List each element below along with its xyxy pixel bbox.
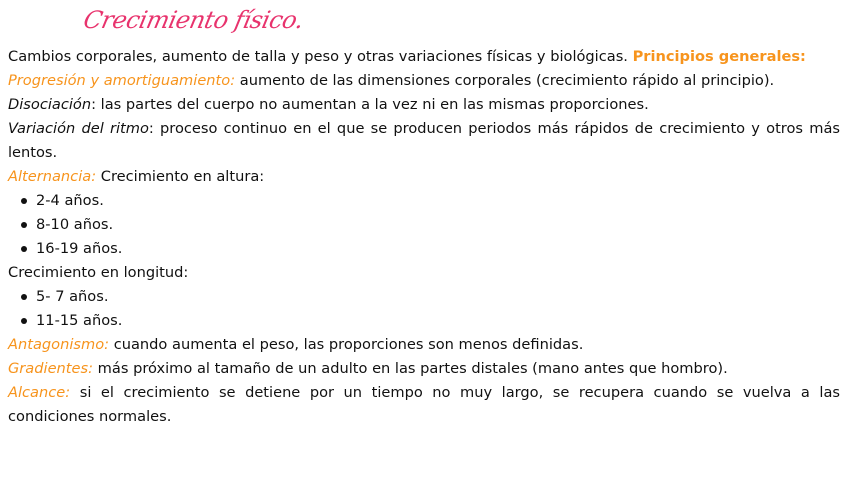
longitud-heading: Crecimiento en longitud: [8,264,189,281]
document-body [8,45,840,429]
term-alcance: Alcance: [8,384,71,401]
principle-alcance [8,381,840,429]
text-variacion: : proceso continuo en el que se producen periodos más rápidos de crecimiento y otros más lentos. [8,120,840,161]
principle-variacion [8,117,840,165]
intro-text: Cambios corporales, aumento de talla y peso y otras variaciones físicas y biológicas. [8,48,633,65]
term-disociacion: Disociación [8,96,92,113]
altura-list [8,189,840,261]
text-progresion: aumento de las dimensiones corporales (crecimiento rápido al principio). [235,72,775,89]
term-antagonismo: Antagonismo: [8,336,110,353]
text-gradientes: más próximo al tamaño de un adulto en las partes distales (mano antes que hombro). [93,360,728,377]
principle-disociacion [8,93,840,117]
principle-gradientes [8,357,840,381]
principle-alternancia [8,165,840,189]
intro-paragraph [8,45,840,69]
term-progresion: Progresión y amortiguamiento: [8,72,236,89]
text-alternancia: Crecimiento en altura: [96,168,265,185]
principle-progresion [8,69,840,93]
principles-heading: Principios generales: [632,48,806,65]
term-alternancia: Alternancia: [8,168,97,185]
term-variacion: Variación del ritmo [8,120,149,137]
list-item: 11-15 años. [8,309,840,333]
text-disociacion: : las partes del cuerpo no aumentan a la vez ni en las mismas proporciones. [91,96,649,113]
list-item: 8-10 años. [8,213,840,237]
list-item: 16-19 años. [8,237,840,261]
list-item: 2-4 años. [8,189,840,213]
list-item: 5- 7 años. [8,285,840,309]
term-gradientes: Gradientes: [8,360,94,377]
text-alcance: si el crecimiento se detiene por un tiempo no muy largo, se recupera cuando se vuelva a las condiciones normales. [8,384,840,425]
longitud-list [8,285,840,333]
page-title: Crecimiento físico. [81,6,307,34]
text-antagonismo: cuando aumenta el peso, las proporciones son menos definidas. [109,336,584,353]
principle-antagonismo [8,333,840,357]
